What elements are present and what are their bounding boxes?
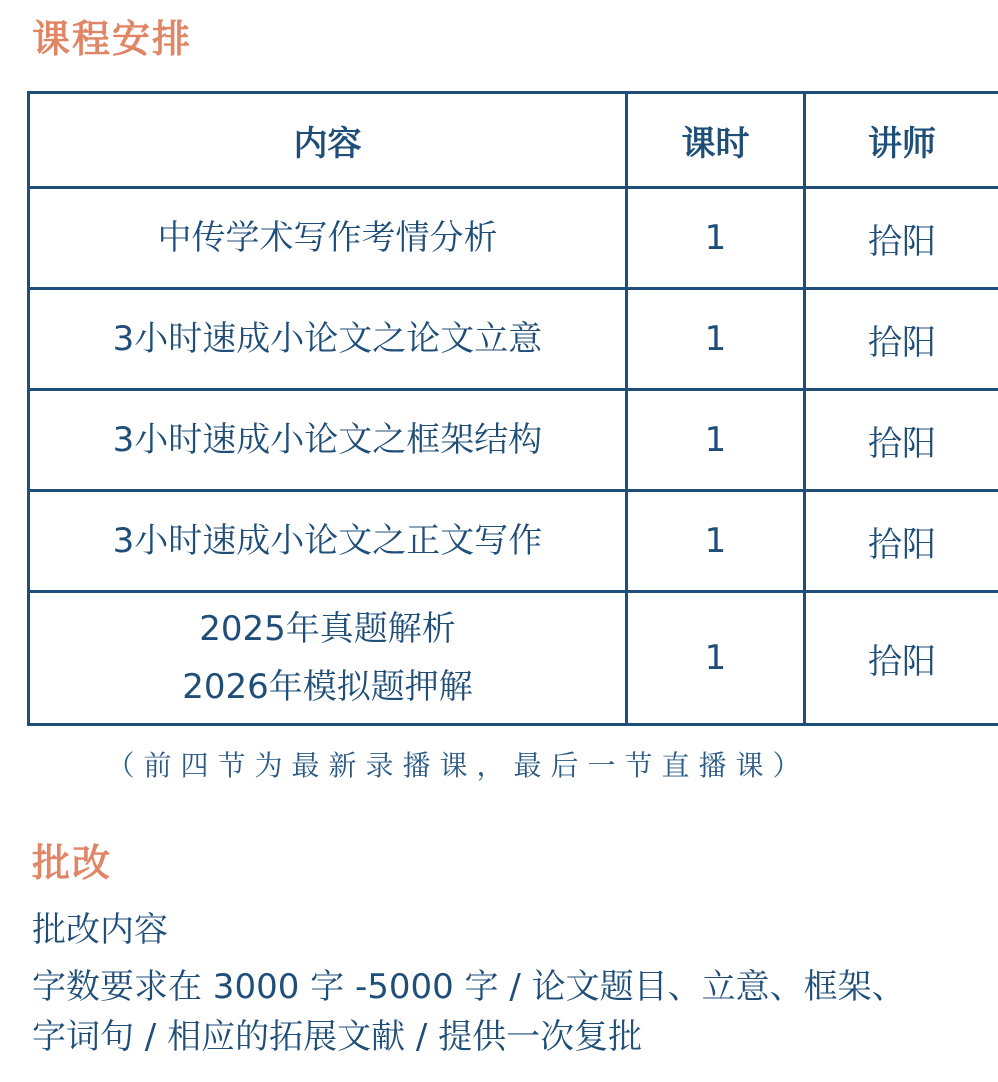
schedule-note: （前四节为最新录播课，最后一节直播课） [106, 749, 810, 782]
cell-teacher: 拾阳 [805, 592, 998, 725]
cell-content [29, 491, 627, 592]
content-line: 中传学术写作考情分析 [157, 218, 498, 258]
cell-teacher: 拾阳 [805, 188, 998, 289]
cell-hours: 1 [627, 188, 805, 289]
cell-content [29, 289, 627, 390]
header-hours: 课时 [627, 93, 805, 188]
cell-content [29, 188, 627, 289]
grading-description-line: 字词句 / 相应的拓展文献 / 提供一次复批 [32, 1017, 643, 1057]
table-row [29, 491, 998, 592]
schedule-section-title: 课程安排 [32, 17, 193, 61]
cell-hours: 1 [627, 289, 805, 390]
header-teacher: 讲师 [805, 93, 998, 188]
cell-hours: 1 [627, 592, 805, 725]
table-row [29, 188, 998, 289]
table-header-row [29, 93, 998, 188]
grading-subtitle: 批改内容 [32, 910, 168, 950]
grading-section-title: 批改 [32, 841, 113, 885]
cell-content [29, 390, 627, 491]
cell-teacher: 拾阳 [805, 491, 998, 592]
cell-teacher: 拾阳 [805, 390, 998, 491]
content-line: 2025年真题解析 [199, 609, 456, 649]
table-row [29, 289, 998, 390]
table-row [29, 390, 998, 491]
cell-content [29, 592, 627, 725]
schedule-table [27, 91, 998, 726]
table-row [29, 592, 998, 725]
cell-hours: 1 [627, 390, 805, 491]
cell-teacher: 拾阳 [805, 289, 998, 390]
content-line: 3小时速成小论文之正文写作 [112, 521, 543, 561]
content-line: 2026年模拟题押解 [182, 667, 473, 707]
grading-description [32, 962, 972, 1062]
grading-description-line: 字数要求在 3000 字 -5000 字 / 论文题目、立意、框架、 [32, 967, 906, 1007]
content-line: 3小时速成小论文之论文立意 [112, 319, 543, 359]
header-content: 内容 [29, 93, 627, 188]
content-line: 3小时速成小论文之框架结构 [112, 420, 543, 460]
cell-hours: 1 [627, 491, 805, 592]
